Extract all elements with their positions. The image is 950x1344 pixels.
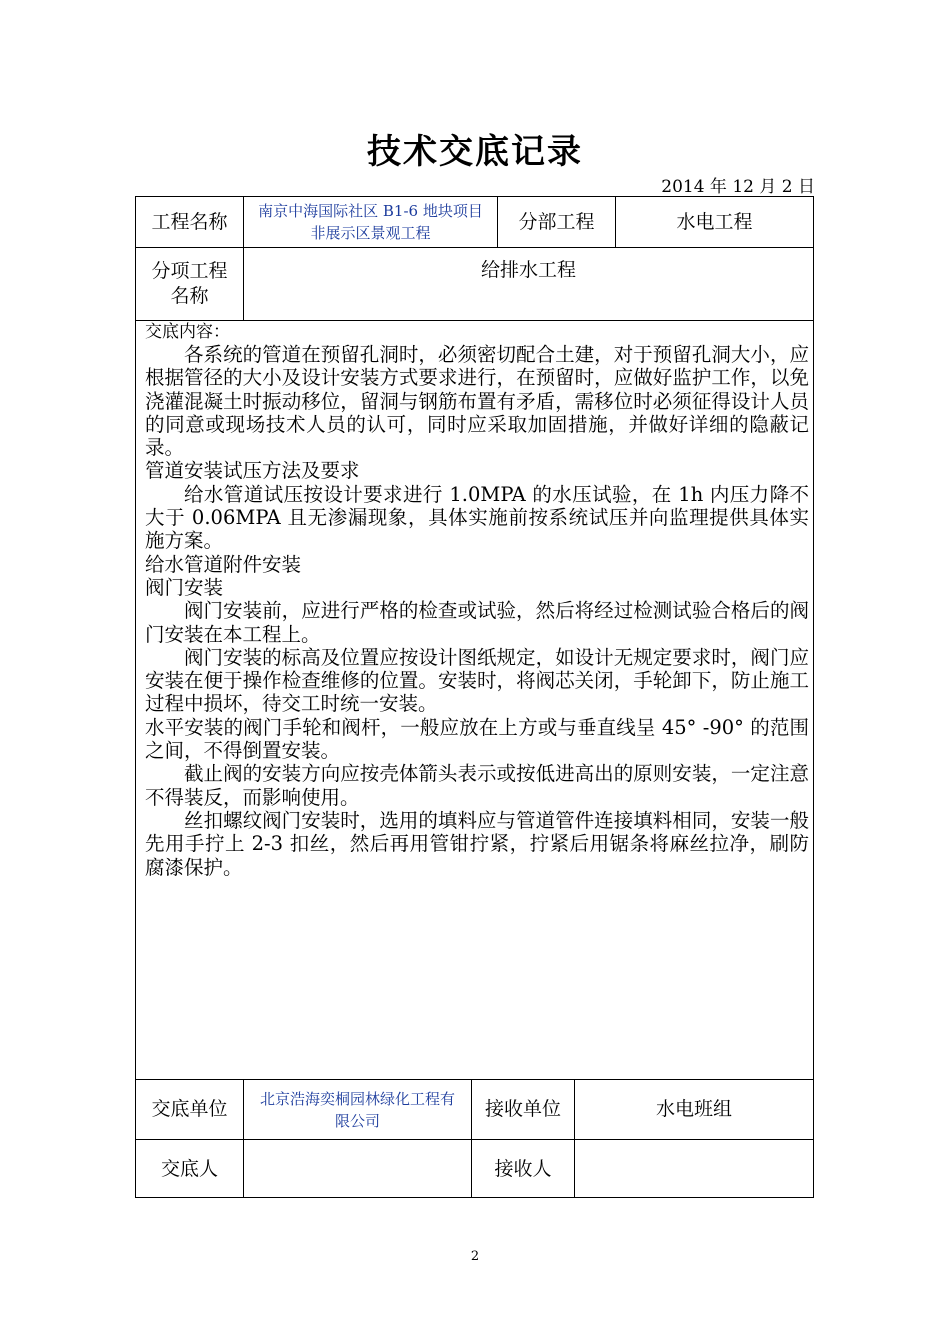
issuer-person-value [244,1140,471,1198]
document-date: 2014 年 12 月 2 日 [661,177,815,197]
content-paragraph: 截止阀的安装方向应按壳体箭头表示或按低进高出的原则安装，一定注意不得装反，而影响使用。 [145,762,809,809]
issuer-person-label: 交底人 [160,1157,218,1180]
content-paragraph: 水平安装的阀门手轮和阀杆，一般应放在上方或与垂直线呈 45° -90° 的范围之间，不得倒置安装。 [145,715,809,763]
content-paragraph: 管道安装试压方法及要求 [145,459,360,483]
receiver-unit-label: 接收单位 [484,1098,561,1120]
issuer-unit-value: 北京浩海奕桐园林绿化工程有限公司 [259,1089,455,1130]
row-divider [136,320,813,321]
page-number: 2 [470,1249,480,1264]
content-paragraph: 给水管道试压按设计要求进行 1.0MPA 的水压试验，在 1h 内压力降不大于 0.06MPA 且无渗漏现象，具体实施前按系统试压并向监理提供具体实施方案。 [145,482,809,553]
subitem-value: 给排水工程 [480,259,576,281]
project-name-value: 南京中海国际社区 B1-6 地块项目非展示区景观工程 [258,202,483,242]
division-value: 水电工程 [676,210,753,233]
content-heading: 交底内容： [145,322,230,342]
content-body [145,343,809,879]
division-label: 分部工程 [518,210,595,233]
content-paragraph: 丝扣螺纹阀门安装时，选用的填料应与管道管件连接填料相同，安装一般先用手拧上 2-3 扣丝，然后再用管钳拧紧，拧紧后用锯条将麻丝拉净，刷防腐漆保护。 [145,808,809,879]
content-paragraph: 给水管道附件安装 [145,552,302,576]
project-name-label: 工程名称 [151,210,228,233]
subitem-label: 分项工程名称 [151,260,228,307]
content-paragraph: 阀门安装前，应进行严格的检查或试验，然后将经过检测试验合格后的阀门安装在本工程上。 [145,599,809,646]
receiver-person-label: 接收人 [494,1157,552,1180]
disclosure-table [135,196,814,1198]
document-title: 技术交底记录 [367,132,583,172]
receiver-person-value [575,1140,813,1198]
content-paragraph: 各系统的管道在预留孔洞时，必须密切配合土建，对于预留孔洞大小，应根据管径的大小及设计安装方式要求进行，在预留时，应做好监护工作，以免浇灌混凝土时振动移位，留洞与钢筋布置有矛盾，需移位时必须征得设计人员的同意或现场技术人员的认可，同时应采取加固措施，并做好详细的隐蔽记录。 [145,343,809,460]
content-paragraph: 阀门安装的标高及位置应按设计图纸规定，如设计无规定要求时，阀门应安装在便于操作检查维修的位置。安装时，将阀芯关闭，手轮卸下，防止施工过程中损坏，待交工时统一安装。 [145,645,809,716]
content-paragraph: 阀门安装 [145,575,224,599]
receiver-unit-value: 水电班组 [655,1098,732,1120]
issuer-unit-label: 交底单位 [151,1098,228,1120]
